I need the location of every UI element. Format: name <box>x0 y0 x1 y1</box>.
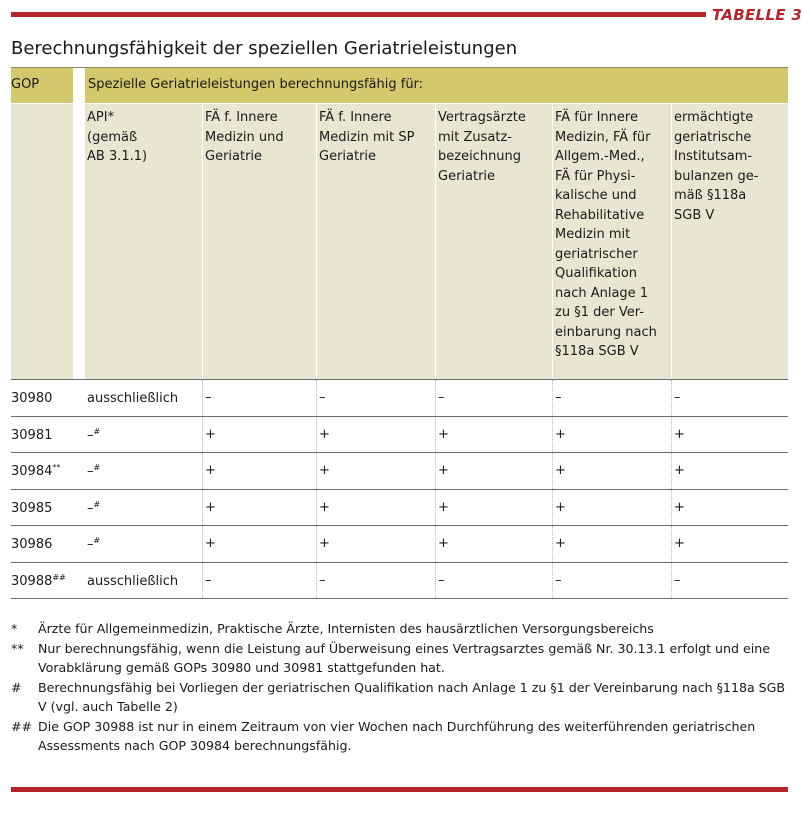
value-cell: + <box>671 453 788 489</box>
header-row <box>11 67 788 103</box>
footnote-mark: * <box>11 621 18 636</box>
footnote-text: Berechnungsfähig bei Vorliegen der geriatrischen Qualifikation nach Anlage 1 zu §1 der Vereinbarung nach §118a SGB V (vgl. auch Tabelle 2) <box>38 679 786 714</box>
gop-cell: 30981 <box>11 427 53 443</box>
gop-column-header: GOP <box>11 68 73 103</box>
api-cell: –# <box>87 499 101 516</box>
top-red-rule <box>11 12 706 17</box>
footnote-mark: ## <box>11 718 33 734</box>
value-cell: – <box>316 380 435 416</box>
value-cell: + <box>435 526 552 562</box>
footnote-mark: # <box>11 679 22 695</box>
column-header-vertragsaerzte: Vertragsärzte mit Zusatz- bezeichnung Geriatrie <box>435 104 552 379</box>
value-cell: + <box>552 526 671 562</box>
api-cell: –# <box>87 426 101 443</box>
footnote-text: Ärzte für Allgemeinmedizin, Praktische Ärzte, Internisten des hausärztlichen Versorgungsbereichs <box>38 621 654 636</box>
column-header-api: API* (gemäß AB 3.1.1) <box>85 104 202 379</box>
value-cell: – <box>435 563 552 598</box>
value-cell: – <box>552 563 671 598</box>
value-cell: – <box>202 563 316 598</box>
footnote <box>11 678 791 717</box>
column-header-innere-allgem-physik: FÄ für Innere Medizin, FÄ für Allgem.-Med., FÄ für Physi- kalische und Rehabilitative Medizin mit geriatrischer Qualifikation nach Anlage 1 zu §1 der Ver- einbarung nach §118a SGB V <box>552 104 671 379</box>
subheader-row <box>11 103 788 379</box>
table-tag: TABELLE 3 <box>712 6 802 24</box>
footnote-text: Die GOP 30988 ist nur in einem Zeitraum von vier Wochen nach Durchführung des weiterführenden geriatrischen Assessments nach GOP 30984 berechnungsfähig. <box>38 718 756 753</box>
table-row <box>11 416 788 453</box>
value-cell: + <box>552 417 671 453</box>
bottom-red-rule <box>11 787 788 792</box>
value-cell: – <box>435 380 552 416</box>
footnote <box>11 639 791 678</box>
table-row <box>11 379 788 416</box>
value-cell: + <box>316 417 435 453</box>
gop-cell: 30980 <box>11 391 53 406</box>
table-row <box>11 562 788 599</box>
value-cell: + <box>202 490 316 526</box>
column-header-innere-geriatrie: FÄ f. Innere Medizin und Geriatrie <box>202 104 316 379</box>
spanning-column-header: Spezielle Geriatrieleistungen berechnungsfähig für: <box>85 68 788 103</box>
value-cell: + <box>435 453 552 489</box>
api-cell: –# <box>87 463 101 480</box>
api-cell: ausschließlich <box>87 573 179 589</box>
gop-cell: 30986 <box>11 537 53 553</box>
api-cell: ausschließlich <box>87 391 179 406</box>
value-cell: + <box>202 526 316 562</box>
value-cell: + <box>316 526 435 562</box>
value-cell: – <box>552 380 671 416</box>
value-cell: + <box>435 417 552 453</box>
value-cell: + <box>316 453 435 489</box>
table-row <box>11 489 788 526</box>
column-header-institutsambulanzen: ermächtigte geriatrische Institutsam- bulanzen ge- mäß §118a SGB V <box>671 104 788 379</box>
footnote-mark: ** <box>11 640 24 656</box>
value-cell: + <box>671 526 788 562</box>
value-cell: – <box>671 380 788 416</box>
value-cell: – <box>316 563 435 598</box>
footnotes <box>11 619 791 756</box>
footnote <box>11 619 791 639</box>
value-cell: – <box>671 563 788 598</box>
gop-cell: 30984** <box>11 463 61 480</box>
value-cell: + <box>671 417 788 453</box>
value-cell: + <box>552 453 671 489</box>
value-cell: + <box>435 490 552 526</box>
table-row <box>11 452 788 489</box>
geriatrics-table <box>11 67 788 599</box>
gop-cell: 30985 <box>11 500 53 516</box>
table-row <box>11 525 788 562</box>
footnote <box>11 717 791 756</box>
value-cell: + <box>552 490 671 526</box>
column-header-innere-sp-geriatrie: FÄ f. Innere Medizin mit SP Geriatrie <box>316 104 435 379</box>
table-title: Berechnungsfähigkeit der speziellen Geriatrieleistungen <box>11 38 518 59</box>
footnote-text: Nur berechnungsfähig, wenn die Leistung auf Überweisung eines Vertragsarztes gemäß Nr. 30.13.1 erfolgt und eine Vorabklärung gemäß GOPs 30980 und 30981 stattgefunden hat. <box>38 640 770 675</box>
value-cell: + <box>671 490 788 526</box>
value-cell: + <box>202 417 316 453</box>
value-cell: – <box>202 380 316 416</box>
value-cell: + <box>202 453 316 489</box>
value-cell: + <box>316 490 435 526</box>
gop-cell: 30988## <box>11 572 66 589</box>
api-cell: –# <box>87 536 101 553</box>
